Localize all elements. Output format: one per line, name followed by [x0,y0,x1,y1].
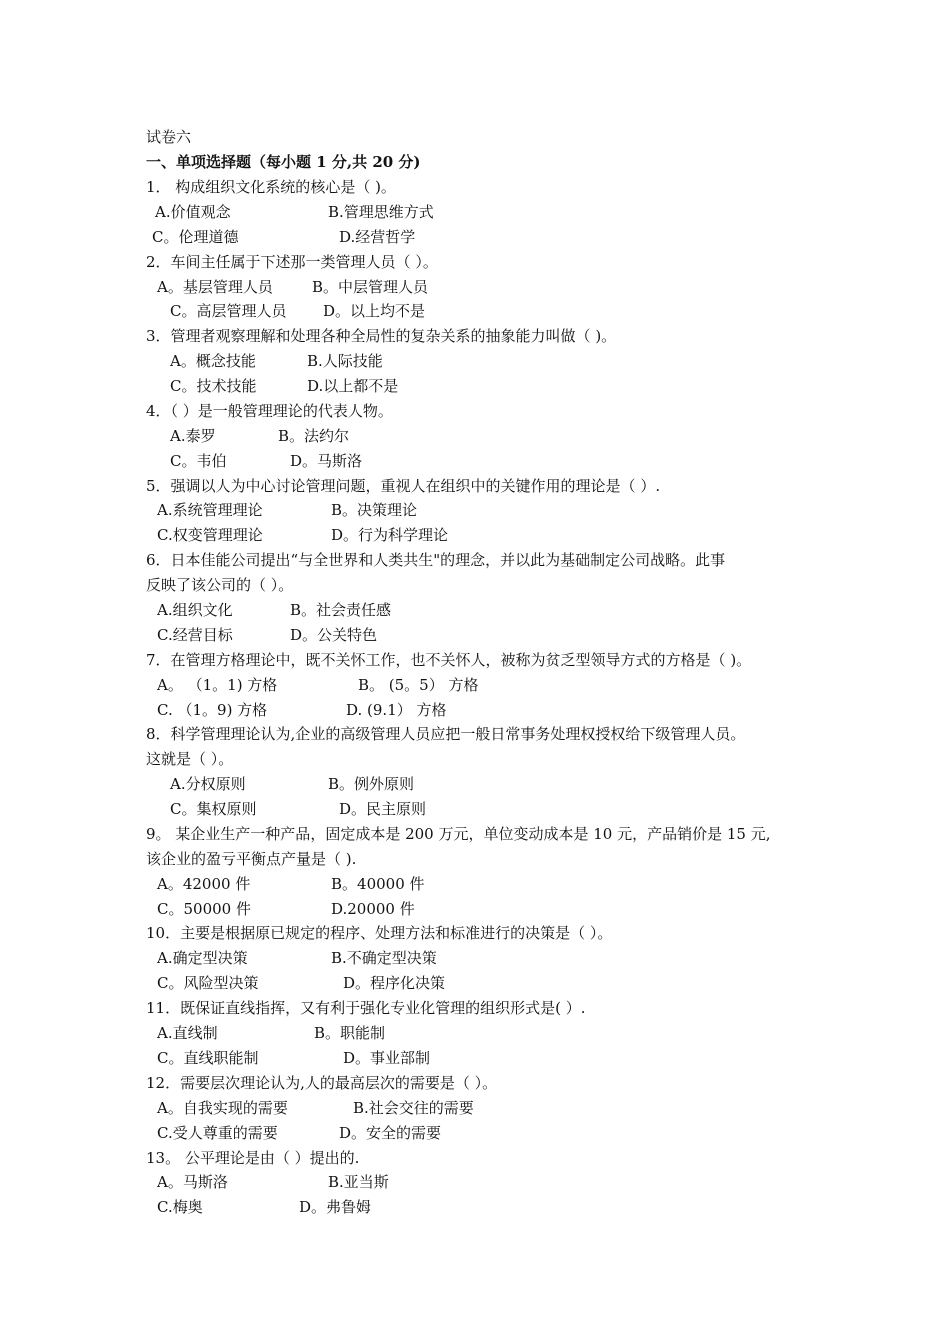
option-c: C。技术技能 [170,377,257,395]
option-a: A.泰罗 [170,427,216,445]
option-d: D. (9.1） 方格 [346,701,447,719]
option-a: A.分权原则 [170,775,246,793]
option-c: C.权变管理理论 [157,526,263,544]
question-stem: 11．既保证直线指挥，又有利于强化专业化管理的组织形式是( ）. [146,999,586,1017]
option-b: B。决策理论 [331,501,418,519]
question-stem: 1． 构成组织文化系统的核心是（ )。 [146,178,396,196]
option-d: D。安全的需要 [339,1124,442,1142]
option-a: A。概念技能 [170,352,256,370]
option-d: D。民主原则 [339,800,427,818]
option-d: D。以上均不是 [323,302,426,320]
question-stem: 13。 公平理论是由（ ）提出的. [146,1149,360,1167]
option-a: A。马斯洛 [157,1173,228,1191]
option-c: C.经营目标 [157,626,233,644]
question-stem: 6．日本佳能公司提出“与全世界和人类共生"的理念，并以此为基础制定公司战略。此事 [146,551,726,569]
option-c: C。韦伯 [170,452,227,470]
option-b: B.管理思维方式 [328,203,434,221]
question-stem: 7．在管理方格理论中，既不关怀工作，也不关怀人，被称为贫乏型领导方式的方格是（ )。 [146,651,752,669]
question-stem-continuation: 该企业的盈亏平衡点产量是（ ). [146,850,357,868]
option-d: D.20000 件 [331,900,415,918]
question-stem: 10．主要是根据原已规定的程序、处理方法和标准进行的决策是（ ）。 [146,924,613,942]
option-d: D.经营哲学 [339,228,416,246]
option-b: B.人际技能 [307,352,383,370]
option-b: B。中层管理人员 [312,278,429,296]
question-stem: 5．强调以人为中心讨论管理问题，重视人在组织中的关键作用的理论是（ ）. [146,477,661,495]
option-c: C. （1。9) 方格 [157,701,268,719]
option-b: B。社会责任感 [290,601,392,619]
option-d: D。马斯洛 [290,452,363,470]
option-d: D。事业部制 [343,1049,431,1067]
option-d: D。公关特色 [290,626,378,644]
option-b: B。40000 件 [331,875,425,893]
option-a: A.组织文化 [157,601,233,619]
question-stem: 12．需要层次理论认为,人的最高层次的需要是（ ）。 [146,1074,498,1092]
question-stem: 3．管理者观察理解和处理各种全局性的复杂关系的抽象能力叫做（ )。 [146,327,617,345]
option-b: B。职能制 [314,1024,386,1042]
option-a: A.系统管理理论 [157,501,263,519]
option-a: A.直线制 [157,1024,218,1042]
option-b: B.社会交往的需要 [353,1099,474,1117]
option-d: D.以上都不是 [307,377,399,395]
option-a: A.确定型决策 [157,949,248,967]
option-d: D。程序化决策 [343,974,446,992]
exam-title: 试卷六 [146,128,192,146]
option-a: A。基层管理人员 [157,278,273,296]
option-c: C.受人尊重的需要 [157,1124,278,1142]
question-stem-continuation: 反映了该公司的（ ）。 [146,576,294,594]
option-b: B。 (5。5） 方格 [358,676,479,694]
option-c: C。高层管理人员 [170,302,287,320]
question-stem: 9。 某企业生产一种产品，固定成本是 200 万元，单位变动成本是 10 元，产品销价是 15 元, [146,825,771,843]
question-stem: 2．车间主任属于下述那一类管理人员（ ）。 [146,253,438,271]
option-b: B。法约尔 [278,427,350,445]
option-c: C.梅奥 [157,1198,203,1216]
question-stem: 4．（ ）是一般管理理论的代表人物。 [146,402,393,420]
option-c: C。风险型决策 [157,974,259,992]
option-d: D。行为科学理论 [331,526,449,544]
option-a: A。 （1。1) 方格 [157,676,278,694]
option-c: C。集权原则 [170,800,257,818]
option-a: A.价值观念 [155,203,231,221]
option-d: D。弗鲁姆 [299,1198,372,1216]
option-b: B。例外原则 [328,775,415,793]
question-stem: 8．科学管理理论认为,企业的高级管理人员应把一般日常事务处理权授权给下级管理人员。 [146,725,746,743]
option-b: B.亚当斯 [328,1173,389,1191]
option-b: B.不确定型决策 [331,949,437,967]
option-a: A。42000 件 [157,875,251,893]
section-heading: 一、单项选择题（每小题 1 分,共 20 分) [146,153,421,171]
option-c: C。50000 件 [157,900,251,918]
option-a: A。自我实现的需要 [157,1099,288,1117]
question-stem-continuation: 这就是（ ）。 [146,750,234,768]
option-c: C。直线职能制 [157,1049,259,1067]
option-c: C。伦理道德 [152,228,239,246]
